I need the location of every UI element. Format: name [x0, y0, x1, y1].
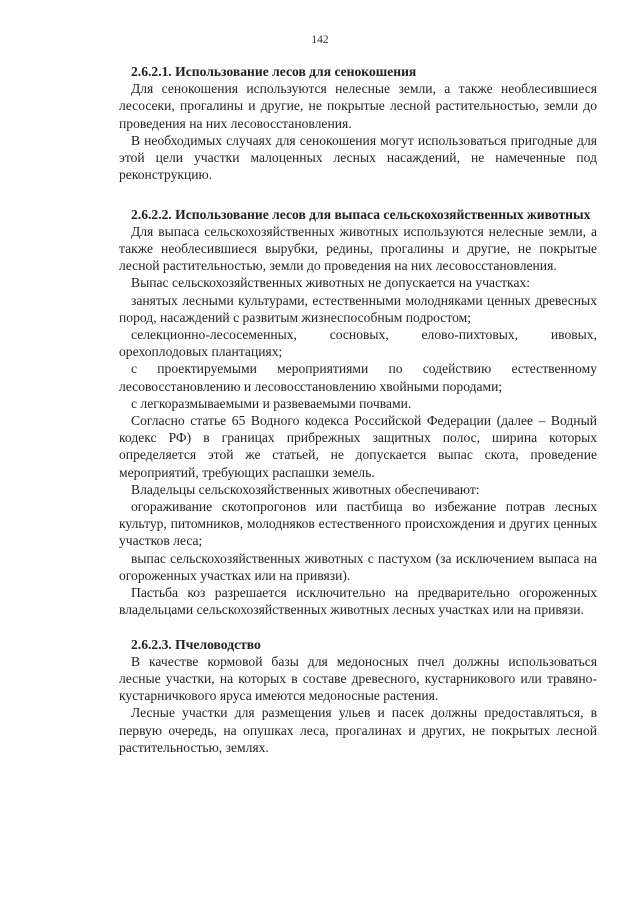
paragraph: Согласно статье 65 Водного кодекса Российской Федерации (далее – Водный кодекс РФ) в границах прибрежных защитных полос, ширина которых определяется этой же статьей, не допускается выпас скота, проведение мероприятий, требующих распашки земель. [119, 413, 597, 480]
paragraph: Выпас сельскохозяйственных животных не допускается на участках: [131, 275, 531, 291]
list-item: выпас сельскохозяйственных животных с пастухом (за исключением выпаса на огороженных участках или на привязи). [119, 550, 597, 583]
list-item: занятых лесными культурами, естественными молодняками ценных древесных пород, насаждений с развитым жизнеспособным подростом; [119, 292, 597, 325]
section-title: 2.6.2.1. Использование лесов для сенокошения [131, 64, 417, 79]
paragraph: В качестве кормовой базы для медоносных пчел должны использоваться лесные участки, на которых в составе древесного, кустарникового или травяно-кустарничкового яруса имеются медоносные растения. [119, 653, 597, 704]
list-item: селекционно-лесосеменных, сосновых, елово-пихтовых, ивовых, орехоплодовых плантациях; [119, 327, 597, 360]
paragraph: Для выпаса сельскохозяйственных животных используются нелесные земли, а также необлесившиеся вырубки, редины, прогалины и другие, не покрытые лесной растительностью, земли до проведения на них лесовосстановления. [119, 223, 597, 274]
page-number: 142 [311, 34, 329, 46]
section-gap [119, 618, 597, 635]
list-item: с проектируемыми мероприятиями по содействию естественному лесовосстановлению и лесовосстановлению хвойными породами; [119, 361, 597, 394]
section-title: 2.6.2.3. Пчеловодство [131, 636, 261, 652]
list-item: огораживание скотопрогонов или пастбища во избежание потрав лесных культур, питомников, молодняков естественного происхождения и других ценных участков леса; [119, 499, 597, 549]
section-title: 2.6.2.2. Использование лесов для выпаса сельскохозяйственных животных [131, 206, 591, 222]
document-body [119, 63, 597, 756]
section-gap [119, 183, 597, 200]
paragraph: Владельцы сельскохозяйственных животных обеспечивают: [131, 481, 480, 497]
paragraph: Для сенокошения используются нелесные земли, а также необлесившиеся лесосеки, прогалины и другие, не покрытые лесной растительностью, земли до проведения на них лесовосстановления. [119, 81, 597, 131]
paragraph: Пастьба коз разрешается исключительно на предварительно огороженных владельцами сельскохозяйственных животных лесных участках или на привязи. [119, 585, 597, 618]
paragraph: В необходимых случаях для сенокошения могут использоваться пригодные для этой цели участки малоценных лесных насаждений, не намеченные под реконструкцию. [119, 132, 597, 183]
list-item: с легкоразмываемыми и развеваемыми почвами. [131, 395, 412, 411]
paragraph: Лесные участки для размещения ульев и пасек должны предоставляться, в первую очередь, на опушках леса, прогалинах и других, не покрытых лесной растительностью, землях. [119, 705, 597, 755]
